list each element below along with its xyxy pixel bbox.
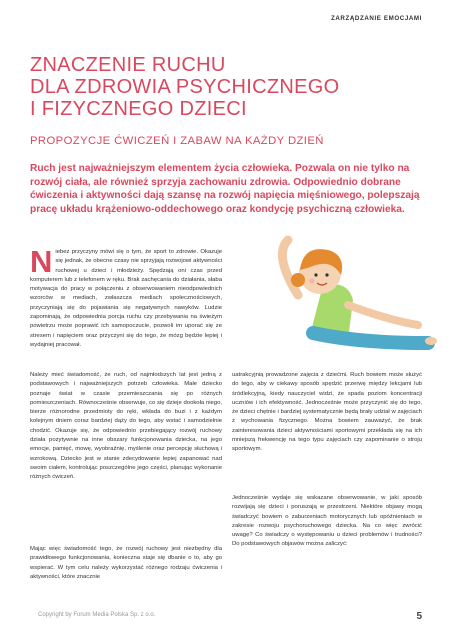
pants <box>313 333 428 343</box>
intro-text: iebez przyczyny mówi się o tym, że sport to zdrowie. Okazuje się jednak, że obecne czasy nie sprzyjają rozwojowi aktywności ruchowej u dzieci i młodzieży. Spędzają oni czas przed komputerem lub z telefonem w ręku. Brak zachęcania do działania, słaba motywacja do pracy w połączeniu z obserwowaniem nieodpowiednich wzorców w mediach, zwłaszcza mediach społecznościowych, przyczyniają się do pojawiania się negatywnych nawyków. Ludzie zapominają, że odpowiednia porcja ruchu czy przebywania na świeżym powietrzu może poprawić ich samopoczucie, pozwoli im uporać się ze stresem i napięciem oraz przyczyni się do tego, że mózg będzie lepiej i wydajniej pracował. <box>30 249 222 348</box>
hair-bun <box>291 273 305 287</box>
child-stretching-illustration <box>228 225 438 360</box>
raised-arm <box>282 240 298 295</box>
cheek <box>310 279 315 284</box>
page-title <box>30 54 430 120</box>
dropcap: N <box>30 244 53 279</box>
lead-paragraph: Ruch jest najważniejszym elementem życia człowieka. Pozwala on nie tylko na rozwój ciała, ale również sprzyja zachowaniu zdrowia. Odpowiednio dobrane ćwiczenia i aktywności dają szansę na rozwój napięcia mięśniowego, polepszają pracę układu krążeniowo-oddechowego oraz kondycję psychiczną człowieka. <box>30 163 420 215</box>
foot <box>425 337 437 345</box>
body-paragraph-5: Jednocześnie wydaje się wskazane obserwowanie, w jaki sposób rozwijają się dzieci i poruszają w przestrzeni. Niektóre objawy mogą świadczyć bowiem o zaburzeniach motorycznych lub opóźnieniach w zakresie rozwoju psychoruchowego dziecka. Na co więc zwrócić uwagę? Co świadczy o występowaniu u dzieci problemów i trudności? Do podstawowych objawów można zaliczyć: <box>232 495 422 548</box>
body-paragraph-3: Mając więc świadomość tego, że rozwój ruchowy jest niezbędny dla prawidłowego funkcjonowania, konieczna staje się dbanie o to, aby go wspierać. W tym celu należy wykorzystać różnego rodzaju ćwiczenia i aktywności, które znacznie <box>30 546 222 580</box>
body-paragraph-4: uatrakcyjnią prowadzone zajęcia z dziećmi. Ruch bowiem może służyć do tego, aby w ciekawy sposób spędzić przerwę między lekcjami lub śródlekcyjną, kiedy nauczyciel widzi, że spada poziom koncentracji uczniów i ich efektywność. Jednocześnie może przyczynić się do tego, że dzieci chętnie i bardziej systematycznie będą brały udział w zajęciach z wychowania fizycznego. Można bowiem zauważyć, że brak zainteresowania dzieci aktywnościami sportowymi przekłada się na ich mniejszą frekwencję na tego typu zajęciach czy zapominanie o stroju sportowym. <box>232 372 422 453</box>
extended-arm <box>348 305 418 325</box>
title-line-1: ZNACZENIE RUCHU <box>30 54 226 76</box>
body-paragraph-2: Należy mieć świadomość, że ruch, od najmłodszych lat jest jedną z podstawowych i najważniejszych potrzeb człowieka. Małe dziecko poznaje świat w czasie przemieszczania się po różnych pomieszczeniach. Równocześnie obserwuje, co się dzieje dookoła niego, bierze różnorodne przedmioty do ręki, wkłada do buzi i z każdym kolejnym dniem coraz bardziej dąży do tego, aby wstać i samodzielnie chodzić. Okazuje się, że odpowiednio przebiegający rozwój ruchowy działa pozytywnie na inne obszary funkcjonowania dziecka, na jego emocje, pamięć, mowę, wyobraźnię, myślenie oraz percepcję słuchową i wzrokową. Dziecko jest w stanie zdecydowanie lepiej zapanować nad swoim ciałem, kontrolując poszczególne jego części, planując wykonanie różnych ćwiczeń. <box>30 372 222 481</box>
subtitle: PROPOZYCJE ĆWICZEŃ I ZABAW NA KAŻDY DZIEŃ <box>30 135 324 147</box>
intro-paragraph <box>30 244 222 350</box>
eye-right <box>325 273 328 276</box>
eye-left <box>314 273 317 276</box>
title-line-2: DLA ZDROWIA PSYCHICZNEGO <box>30 76 340 98</box>
title-line-3: I FIZYCZNEGO DZIECI <box>30 98 247 120</box>
page-number: 5 <box>416 611 422 622</box>
section-label: ZARZĄDZANIE EMOCJAMI <box>330 15 422 22</box>
copyright-footer: Copyright by Forum Media Polska Sp. z o.o. <box>38 612 156 618</box>
